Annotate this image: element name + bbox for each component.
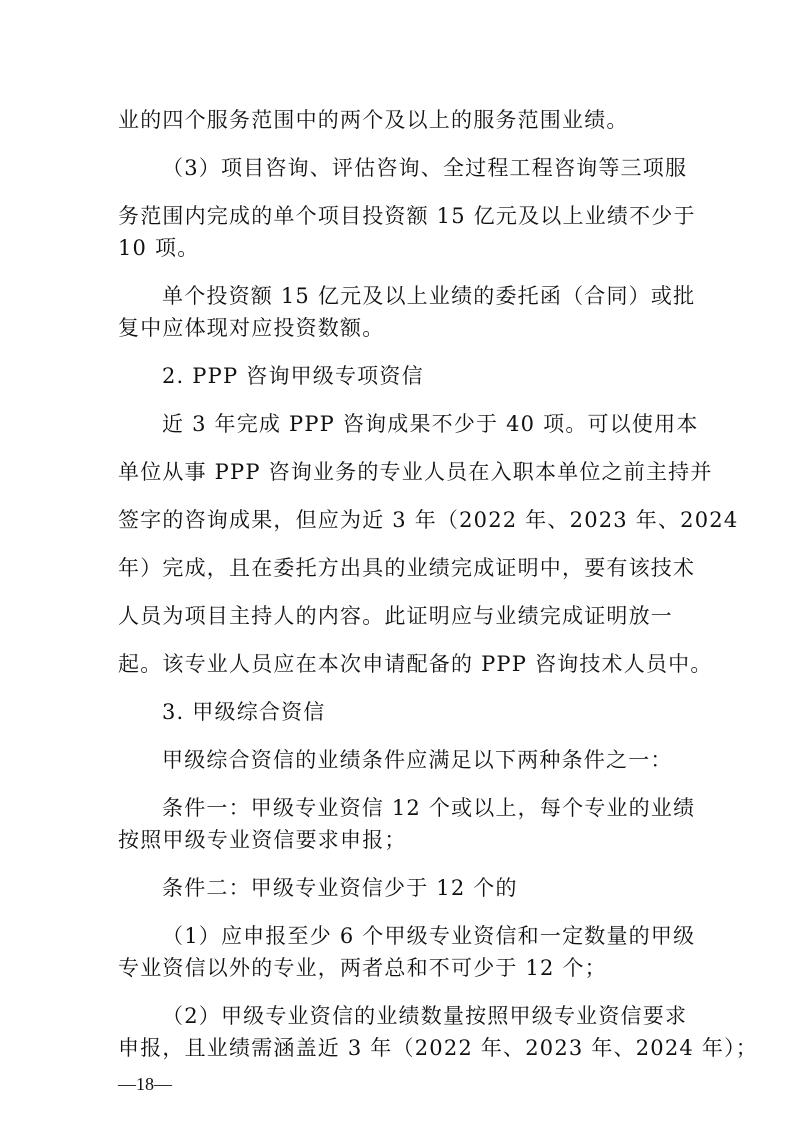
section-heading: 2. PPP 咨询甲级专项资信 <box>162 364 424 388</box>
text-line: 年）完成，且在委托方出具的业绩完成证明中，要有该技术 <box>118 556 696 580</box>
text-line: 业的四个服务范围中的两个及以上的服务范围业绩。 <box>118 108 629 132</box>
text-line: 专业资信以外的专业，两者总和不可少于 12 个； <box>118 956 607 980</box>
text-line: 申报，且业绩需涵盖近 3 年（2022 年、2023 年、2024 年）； <box>118 1036 758 1060</box>
text-line: 务范围内完成的单个项目投资额 15 亿元及以上业绩不少于 <box>118 204 696 228</box>
text-line: 单个投资额 15 亿元及以上业绩的委托函（合同）或批 <box>162 284 696 308</box>
page-number: —18— <box>118 1074 172 1094</box>
text-line: 单位从事 PPP 咨询业务的专业人员在入职本单位之前主持并 <box>118 460 713 484</box>
text-line: 起。该专业人员应在本次申请配备的 PPP 咨询技术人员中。 <box>118 652 713 676</box>
text-line: 复中应体现对应投资数额。 <box>118 316 385 340</box>
text-line: 按照甲级专业资信要求申报； <box>118 828 407 852</box>
text-line: （2）甲级专业资信的业绩数量按照甲级专业资信要求 <box>162 1004 688 1028</box>
text-line: 10 项。 <box>118 236 200 260</box>
text-line: （3）项目咨询、评估咨询、全过程工程咨询等三项服 <box>162 156 688 180</box>
text-line: 甲级综合资信的业绩条件应满足以下两种条件之一： <box>162 748 673 772</box>
text-line: 近 3 年完成 PPP 咨询成果不少于 40 项。可以使用本 <box>162 412 699 436</box>
text-line: 人员为项目主持人的内容。此证明应与业绩完成证明放一 <box>118 604 673 628</box>
text-line: 条件一：甲级专业资信 12 个或以上，每个专业的业绩 <box>162 796 696 820</box>
text-line: （1）应申报至少 6 个甲级专业资信和一定数量的甲级 <box>162 924 696 948</box>
text-line: 条件二：甲级专业资信少于 12 个的 <box>162 876 518 900</box>
text-line: 签字的咨询成果，但应为近 3 年（2022 年、2023 年、2024 <box>118 508 739 532</box>
section-heading: 3. 甲级综合资信 <box>162 700 326 724</box>
